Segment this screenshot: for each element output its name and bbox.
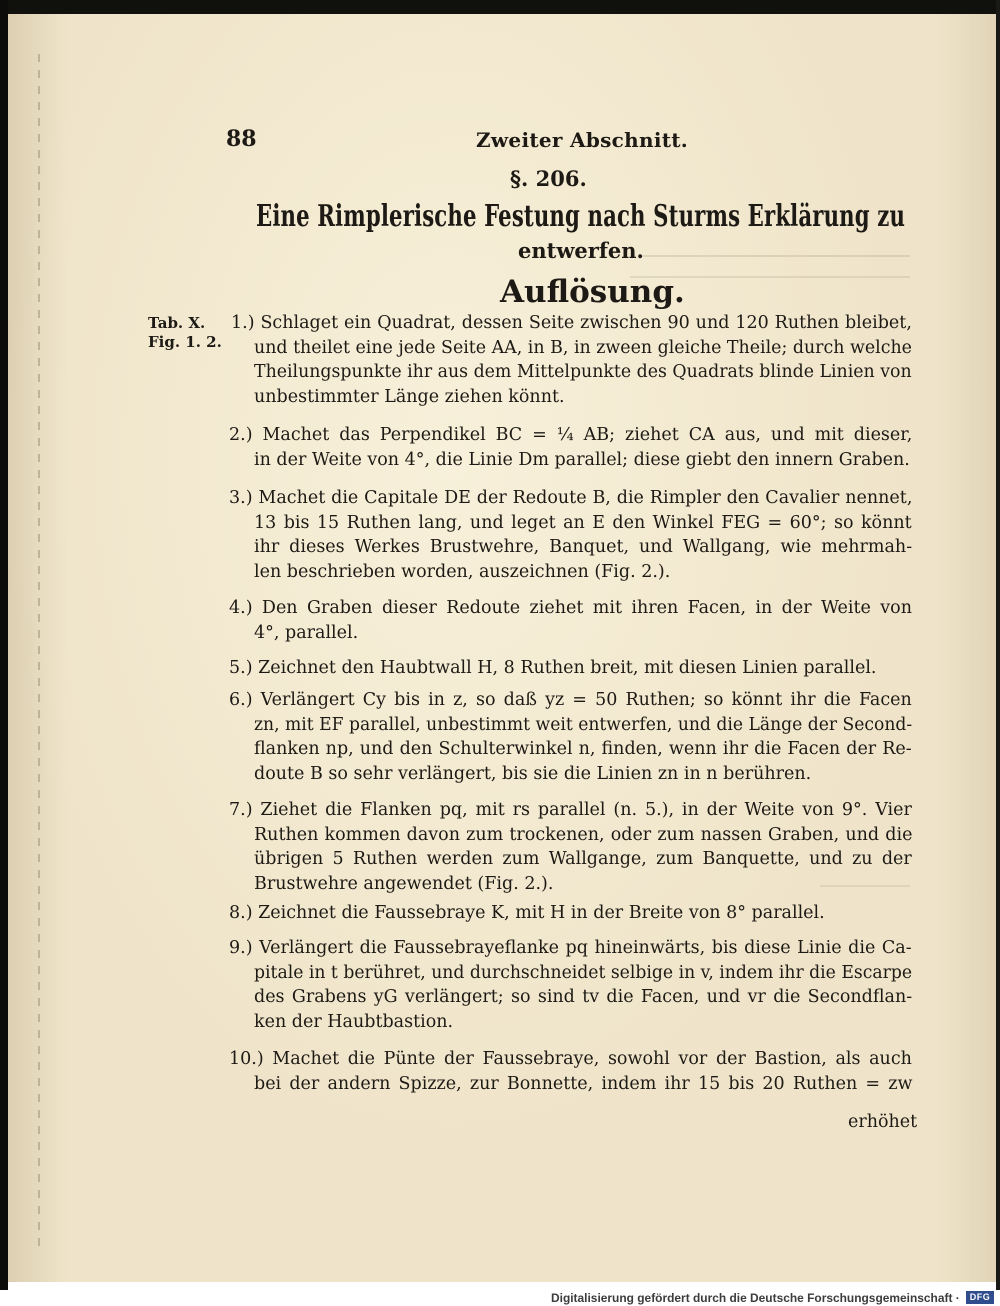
text-line: 3.) Machet die Capitale DE der Redoute B, die Rimpler den Cavalier nennet, [229,488,913,508]
page-number: 88 [226,126,257,152]
text-line: 1.) Schlaget ein Quadrat, dessen Seite zwischen 90 und 120 Ruthen bleibet, [231,313,912,333]
text-line: 9.) Verlängert die Faussebrayeflanke pq hineinwärts, bis diese Linie die Ca- [229,938,912,958]
solution-title: Auflösung. [500,274,685,310]
scan-edge-top [0,0,1000,14]
text-line: übrigen 5 Ruthen werden zum Wallgange, zum Banquette, und zu der [254,849,912,869]
bleed-through-mark [820,885,910,887]
text-line: bei der andern Spizze, zur Bonnette, indem ihr 15 bis 20 Ruthen = zw [254,1073,913,1094]
funding-notice: Digitalisierung gefördert durch die Deutsche Forschungsgemeinschaft · [551,1291,960,1305]
text-line: des Grabens yG verlängert; so sind tv die Facen, und vr die Secondflan- [254,987,913,1007]
section-heading-line-1: Eine Rimplerische Festung nach Sturms Erklärung zu [256,199,906,234]
margin-note-figure: Fig. 1. 2. [148,333,222,351]
text-line: und theilet eine jede Seite AA, in B, in zween gleiche Theile; durch welche [254,337,912,358]
text-line: zn, mit EF parallel, unbestimmt weit entwerfen, und die Länge der Second- [254,714,913,735]
text-line: in der Weite von 4°, die Linie Dm parallel; diese giebt den innern Graben. [254,449,910,470]
text-line: len beschrieben worden, auszeichnen (Fig. 2.). [254,561,671,582]
text-line: 13 bis 15 Ruthen lang, und leget an E den Winkel FEG = 60°; so könnt [254,512,912,533]
text-line: ken der Haubtbastion. [254,1011,454,1032]
dfg-logo-icon: DFG [966,1291,994,1304]
text-line: flanken np, und den Schulterwinkel n, finden, wenn ihr die Facen der Re- [254,739,912,759]
text-line: pitale in t berühret, und durchschneidet selbige in v, indem ihr die Escarpe [254,962,913,983]
text-line: 10.) Machet die Pünte der Faussebraye, sowohl vor der Bastion, als auch [229,1049,912,1069]
text-line: doute B so sehr verlängert, bis sie die Linien zn in n berühren. [254,763,812,784]
section-number: §. 206. [510,166,587,191]
text-line: 6.) Verlängert Cy bis in z, so daß yz = 50 Ruthen; so könnt ihr die Facen [229,690,912,710]
text-line: 4°, parallel. [254,622,359,643]
catchword: erhöhet [848,1112,918,1132]
scan-edge-left [0,0,8,1290]
text-line: 8.) Zeichnet die Faussebraye K, mit H in der Breite von 8° parallel. [229,903,825,923]
text-line: 4.) Den Graben dieser Redoute ziehet mit ihren Facen, in der Weite von [229,598,912,618]
text-line: 2.) Machet das Perpendikel BC = ¼ AB; ziehet CA aus, und mit dieser, [229,425,913,445]
running-head: Zweiter Abschnitt. [476,128,689,152]
text-line: 5.) Zeichnet den Haubtwall H, 8 Ruthen breit, mit diesen Linien parallel. [229,658,877,678]
bleed-through-mark [640,255,910,257]
margin-note-table: Tab. X. [148,314,206,332]
text-line: ihr dieses Werkes Brustwehre, Banquet, und Wallgang, wie mehrmah- [254,537,913,557]
text-line: Theilungspunkte ihr aus dem Mittelpunkte des Quadrats blinde Linien von [254,362,912,382]
text-line: Ruthen kommen davon zum trockenen, oder zum nassen Graben, und die [254,824,913,845]
text-line: unbestimmter Länge ziehen könnt. [254,386,565,407]
perforation-line [38,54,40,1254]
scan-edge-right [996,0,1000,1290]
text-line: Brustwehre angewendet (Fig. 2.). [254,873,554,894]
section-heading-line-2: entwerfen. [518,238,644,263]
text-line: 7.) Ziehet die Flanken pq, mit rs parallel (n. 5.), in der Weite von 9°. Vier [229,800,912,820]
